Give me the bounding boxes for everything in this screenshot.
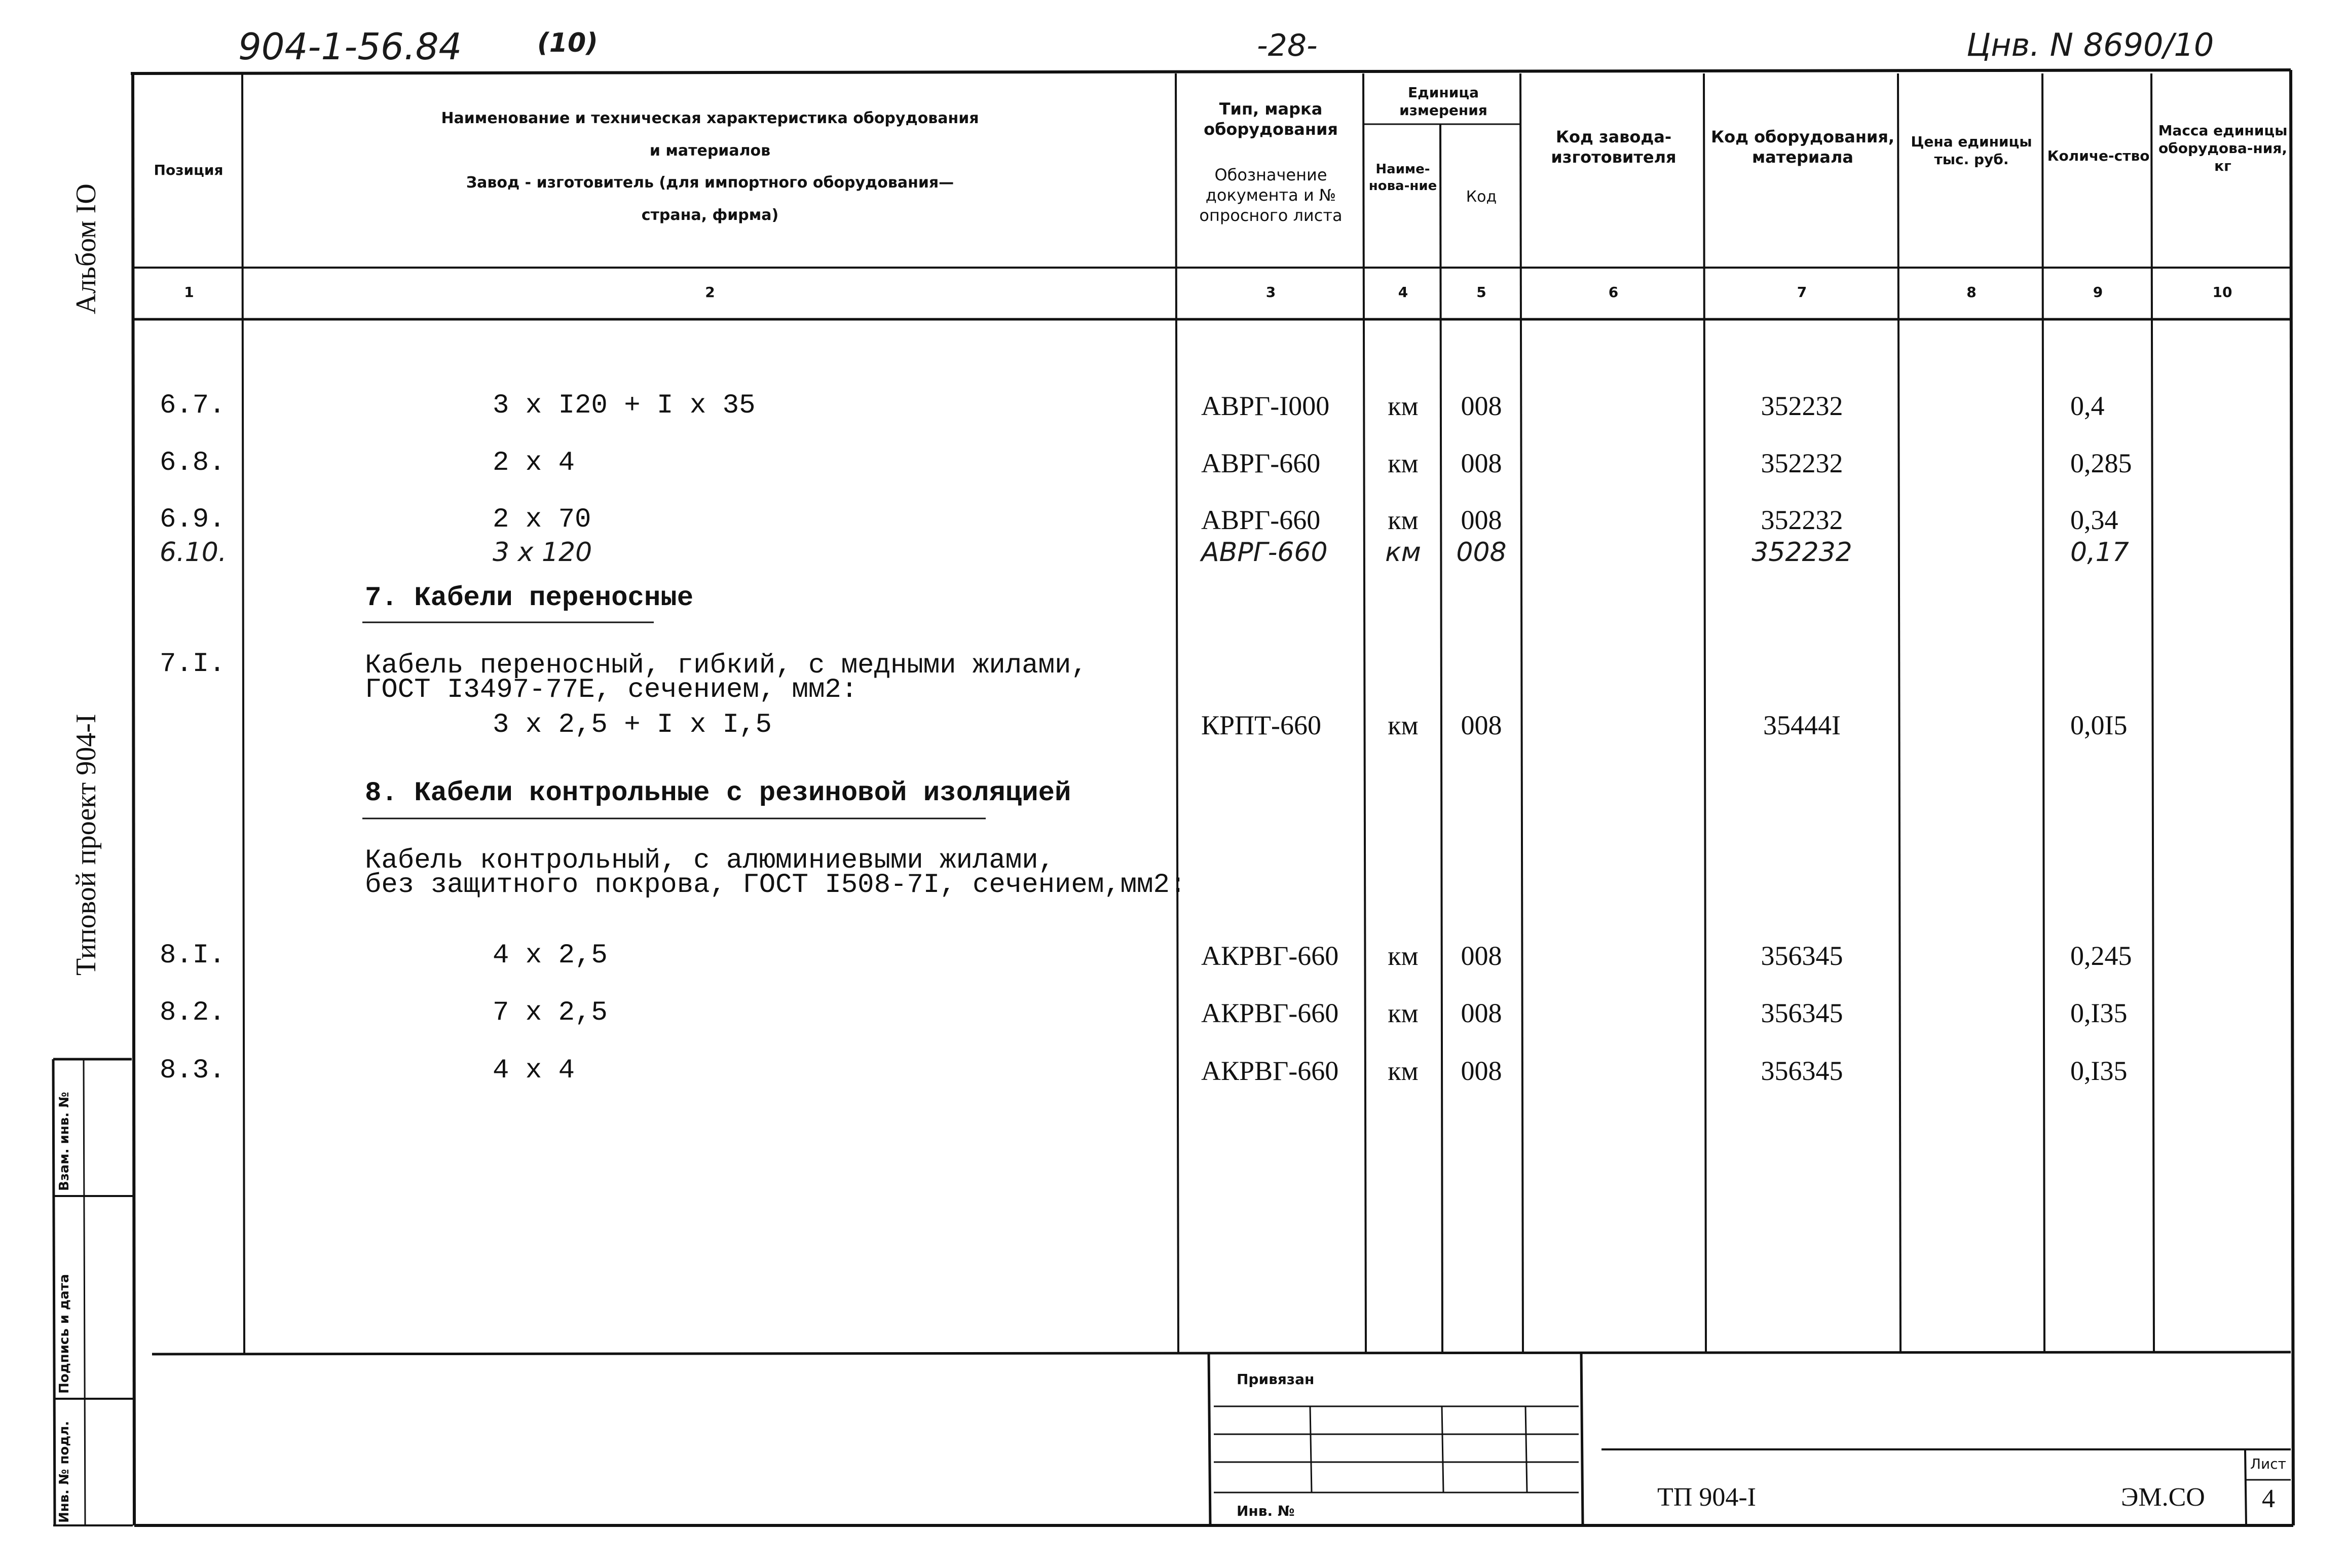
col3-header-top: Тип, марка оборудования bbox=[1204, 99, 1338, 139]
col-line-5 bbox=[1520, 73, 1523, 1353]
row-unit-code: 008 bbox=[1461, 998, 1502, 1028]
col1-header: Позиция bbox=[154, 162, 223, 178]
row-unit-code: 008 bbox=[1456, 537, 1507, 568]
row-position: 6.9. bbox=[160, 504, 226, 535]
col3-header-bottom: Обозначение документа и № опросного листа bbox=[1199, 165, 1343, 225]
row-type: АКРВГ-660 bbox=[1201, 941, 1339, 971]
row-type: АВРГ-I000 bbox=[1201, 391, 1330, 421]
row-material-code: 356345 bbox=[1761, 941, 1843, 971]
frame-left-line bbox=[133, 73, 134, 1525]
col10-header: Масса единицы оборудова-ния, кг bbox=[2158, 122, 2288, 174]
col-number: 8 bbox=[1966, 284, 1977, 301]
row-material-code: 352232 bbox=[1752, 537, 1852, 568]
col5-header: Код bbox=[1466, 188, 1497, 206]
row-material-code: 356345 bbox=[1761, 998, 1843, 1028]
row-type: КРПТ-660 bbox=[1201, 710, 1322, 740]
row-name: 3 x 120 bbox=[493, 537, 592, 568]
row-quantity: 0,I35 bbox=[2070, 1056, 2128, 1086]
row-unit-code: 008 bbox=[1461, 505, 1502, 535]
col-number: 3 bbox=[1265, 284, 1276, 301]
row-unit: км bbox=[1388, 998, 1419, 1028]
row-quantity: 0,I35 bbox=[2070, 998, 2128, 1028]
stamp-top-line bbox=[152, 1352, 2291, 1354]
section-8-title: 8. Кабели контрольные с резиновой изоляцией bbox=[365, 778, 1071, 809]
row-unit-code: 008 bbox=[1461, 710, 1502, 740]
stamp-inv-label: Инв. № подл. bbox=[57, 1421, 72, 1523]
row-name: 3 x 2,5 + I x I,5 bbox=[493, 710, 772, 740]
row-material-code: 352232 bbox=[1761, 505, 1843, 535]
col-number: 10 bbox=[2212, 284, 2232, 301]
col-line-8 bbox=[2042, 73, 2044, 1353]
row-unit: км bbox=[1388, 448, 1419, 478]
row-name: 4 x 4 bbox=[493, 1055, 575, 1086]
row-material-code: 352232 bbox=[1761, 448, 1843, 478]
side-stamp-mid bbox=[84, 1059, 85, 1525]
sheet-marker: (10) bbox=[537, 28, 598, 58]
row-material-code: 352232 bbox=[1761, 391, 1843, 421]
inventory-number: Цнв. N 8690/10 bbox=[1966, 26, 2214, 63]
row-name: 3 x I20 + I x 35 bbox=[493, 390, 756, 421]
col-number: 6 bbox=[1608, 284, 1619, 301]
row-name: 2 x 70 bbox=[493, 504, 591, 535]
stamp-line-a bbox=[1209, 1352, 1210, 1525]
row-type: АВРГ-660 bbox=[1201, 537, 1328, 568]
row-quantity: 0,17 bbox=[2070, 537, 2129, 568]
row-material-code: 35444I bbox=[1763, 710, 1841, 740]
col-line-9 bbox=[2151, 73, 2154, 1353]
col4-header: Наиме-нова-ние bbox=[1368, 162, 1437, 194]
inv-no-label: Инв. № bbox=[1237, 1503, 1295, 1519]
row-unit: км bbox=[1388, 941, 1419, 971]
album-label: Альбом IO bbox=[70, 183, 102, 314]
privyazan-label: Привязан bbox=[1237, 1371, 1315, 1388]
stamp-col-3 bbox=[1525, 1406, 1527, 1492]
row-unit: км bbox=[1388, 505, 1419, 535]
row-type: АВРГ-660 bbox=[1201, 448, 1321, 478]
row-unit-code: 008 bbox=[1461, 1056, 1502, 1086]
col6-header: Код завода-изготовителя bbox=[1551, 127, 1677, 167]
row-unit-code: 008 bbox=[1461, 391, 1502, 421]
col-line-1 bbox=[242, 73, 244, 1353]
col-line-2 bbox=[1176, 73, 1178, 1353]
row-position: 6.8. bbox=[160, 447, 226, 478]
row-name: 7 x 2,5 bbox=[493, 997, 608, 1028]
row-quantity: 0,0I5 bbox=[2070, 710, 2128, 740]
row-quantity: 0,245 bbox=[2070, 941, 2132, 971]
side-stamp-left bbox=[53, 1059, 55, 1525]
doc-code: 904-1-56.84 bbox=[238, 25, 462, 68]
row-material-code: 356345 bbox=[1761, 1056, 1843, 1086]
project-label: Типовой проект 904-I bbox=[70, 714, 102, 976]
col8-header: Цена единицы тыс. руб. bbox=[1911, 133, 2032, 168]
drawing-mark: ЭМ.СО bbox=[2121, 1483, 2205, 1512]
row-unit: км bbox=[1385, 537, 1421, 568]
col9-header: Количе-ство bbox=[2047, 147, 2150, 164]
row-name: 4 x 2,5 bbox=[493, 940, 608, 971]
row-position: 8.I. bbox=[160, 940, 226, 971]
col2-header: Наименование и техническая характеристика оборудования и материалов Завод - изготовитель (для импортного оборудования— страна, фирма) bbox=[441, 109, 979, 224]
col-number: 7 bbox=[1797, 284, 1807, 301]
row-unit-code: 008 bbox=[1461, 941, 1502, 971]
row-unit-code: 008 bbox=[1461, 448, 1502, 478]
row-unit: км bbox=[1388, 710, 1419, 740]
stamp-col-2 bbox=[1442, 1406, 1443, 1492]
col-number: 2 bbox=[705, 284, 715, 301]
section-7-title: 7. Кабели переносные bbox=[365, 583, 694, 614]
frame-right-line bbox=[2291, 70, 2293, 1525]
section-7-desc: Кабель переносный, гибкий, с медными жилами, ГОСТ I3497-77Е, сечением, мм2: bbox=[365, 650, 1088, 705]
section-8-desc: Кабель контрольный, с алюминиевыми жилами, без защитного покрова, ГОСТ I508-7I, сечением,мм2: bbox=[365, 845, 1186, 901]
row-position: 8.3. bbox=[160, 1055, 226, 1086]
row-quantity: 0,4 bbox=[2070, 391, 2105, 421]
row-quantity: 0,34 bbox=[2070, 505, 2118, 535]
frame-top-line bbox=[131, 70, 2291, 73]
col-number: 1 bbox=[184, 284, 194, 301]
stamp-vzam-label: Взам. инв. № bbox=[57, 1092, 72, 1191]
sheet-label: Лист bbox=[2250, 1455, 2286, 1472]
row-name: 2 x 4 bbox=[493, 447, 575, 478]
col-line-7 bbox=[1898, 73, 1901, 1353]
row-position: 6.7. bbox=[160, 390, 226, 421]
row-quantity: 0,285 bbox=[2070, 448, 2132, 478]
row-type: АКРВГ-660 bbox=[1201, 998, 1339, 1028]
row-unit: км bbox=[1388, 1056, 1419, 1086]
project-code: ТП 904-I bbox=[1657, 1483, 1756, 1512]
col7-header: Код оборудования, материала bbox=[1710, 127, 1895, 167]
row-unit: км bbox=[1388, 391, 1419, 421]
row-position: 6.10. bbox=[160, 537, 227, 568]
row-position: 8.2. bbox=[160, 997, 226, 1028]
row-type: АВРГ-660 bbox=[1201, 505, 1321, 535]
stamp-col-1 bbox=[1310, 1406, 1312, 1492]
row-type: АКРВГ-660 bbox=[1201, 1056, 1339, 1086]
page-number: -28- bbox=[1257, 28, 1318, 63]
col-number: 4 bbox=[1398, 284, 1408, 301]
stamp-sign-label: Подпись и дата bbox=[57, 1274, 72, 1394]
col-number: 5 bbox=[1476, 284, 1486, 301]
sheet-number: 4 bbox=[2262, 1484, 2275, 1513]
stamp-line-b bbox=[1581, 1352, 1583, 1525]
unit-group-header: Единица измерения bbox=[1399, 84, 1487, 119]
col-number: 9 bbox=[2093, 284, 2103, 301]
row-position: 7.I. bbox=[160, 649, 226, 680]
